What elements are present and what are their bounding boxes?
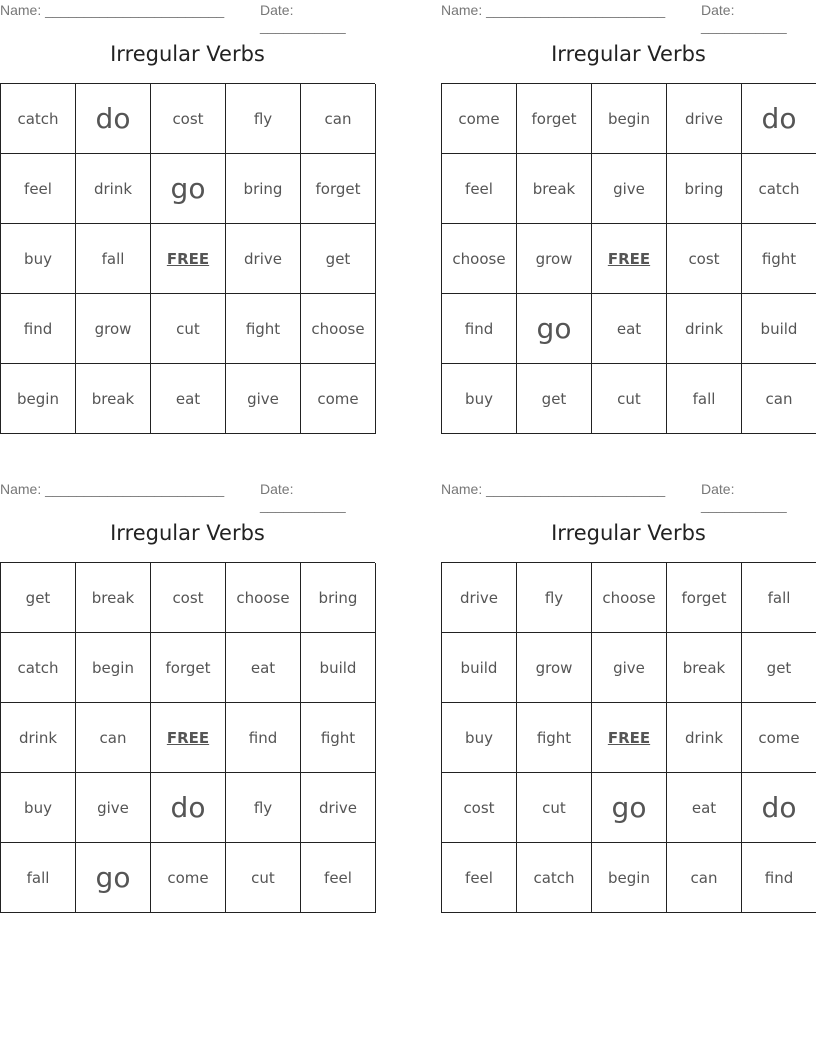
bingo-cell: feel (442, 154, 517, 224)
name-field: Name: _______________________ (0, 481, 225, 497)
bingo-cell: fight (226, 294, 301, 364)
date-field: Date: ___________ (260, 481, 346, 513)
bingo-cell: cost (151, 563, 226, 633)
bingo-cell: cost (442, 773, 517, 843)
bingo-cell: drive (667, 84, 742, 154)
card-header (0, 479, 375, 513)
bingo-card-3 (0, 479, 375, 894)
bingo-cell: build (442, 633, 517, 703)
bingo-cell: give (592, 154, 667, 224)
bingo-cell: cut (517, 773, 592, 843)
bingo-cell: forget (151, 633, 226, 703)
bingo-cell: fly (226, 773, 301, 843)
bingo-cell: fight (301, 703, 376, 773)
bingo-cell: feel (1, 154, 76, 224)
bingo-cell: catch (1, 84, 76, 154)
bingo-card-4 (441, 479, 816, 887)
bingo-cell: go (151, 154, 226, 224)
card-title: Irregular Verbs (110, 42, 265, 66)
bingo-cell: eat (151, 364, 226, 434)
bingo-cell: do (76, 84, 151, 154)
bingo-grid (441, 83, 816, 434)
bingo-cell: go (592, 773, 667, 843)
bingo-cell: fly (517, 563, 592, 633)
card-header (441, 0, 816, 34)
card-header (0, 0, 375, 34)
bingo-cell: begin (592, 843, 667, 913)
bingo-cell: drink (667, 703, 742, 773)
bingo-cell: bring (226, 154, 301, 224)
bingo-cell: choose (442, 224, 517, 294)
bingo-cell: build (742, 294, 816, 364)
bingo-cell: forget (667, 563, 742, 633)
name-field: Name: _______________________ (441, 481, 666, 497)
bingo-cell: break (76, 364, 151, 434)
bingo-cell: buy (442, 364, 517, 434)
bingo-cell: forget (517, 84, 592, 154)
bingo-cell: find (226, 703, 301, 773)
bingo-cell: do (742, 773, 816, 843)
free-space: FREE (151, 224, 226, 294)
free-space: FREE (592, 703, 667, 773)
bingo-cell: fly (226, 84, 301, 154)
bingo-cell: catch (1, 633, 76, 703)
bingo-cell: buy (1, 224, 76, 294)
bingo-cell: begin (1, 364, 76, 434)
bingo-cell: break (667, 633, 742, 703)
bingo-cell: give (592, 633, 667, 703)
bingo-cell: grow (76, 294, 151, 364)
bingo-cell: begin (592, 84, 667, 154)
bingo-cell: drive (226, 224, 301, 294)
bingo-cell: cost (151, 84, 226, 154)
bingo-cell: eat (226, 633, 301, 703)
bingo-cell: break (517, 154, 592, 224)
bingo-cell: build (301, 633, 376, 703)
bingo-cell: grow (517, 633, 592, 703)
bingo-cell: come (151, 843, 226, 913)
bingo-cell: fight (517, 703, 592, 773)
bingo-cell: get (742, 633, 816, 703)
name-field: Name: _______________________ (441, 2, 666, 18)
bingo-cell: cost (667, 224, 742, 294)
bingo-cell: break (76, 563, 151, 633)
name-field: Name: _______________________ (0, 2, 225, 18)
bingo-cell: drive (301, 773, 376, 843)
date-field: Date: ___________ (701, 481, 787, 513)
bingo-cell: cut (226, 843, 301, 913)
bingo-cell: get (1, 563, 76, 633)
bingo-grid (441, 562, 816, 913)
bingo-cell: choose (592, 563, 667, 633)
bingo-grid (0, 562, 375, 913)
bingo-cell: fall (742, 563, 816, 633)
date-field: Date: ___________ (260, 2, 346, 34)
bingo-card-2 (441, 0, 816, 408)
free-space: FREE (592, 224, 667, 294)
bingo-cell: give (76, 773, 151, 843)
bingo-cell: can (667, 843, 742, 913)
bingo-cell: buy (1, 773, 76, 843)
bingo-cell: begin (76, 633, 151, 703)
bingo-cell: do (742, 84, 816, 154)
bingo-cell: fall (1, 843, 76, 913)
bingo-cell: buy (442, 703, 517, 773)
bingo-cell: eat (667, 773, 742, 843)
bingo-cell: drive (442, 563, 517, 633)
bingo-cell: drink (667, 294, 742, 364)
bingo-cell: can (301, 84, 376, 154)
bingo-cell: feel (301, 843, 376, 913)
bingo-cell: catch (742, 154, 816, 224)
bingo-cell: catch (517, 843, 592, 913)
bingo-cell: can (76, 703, 151, 773)
bingo-cell: grow (517, 224, 592, 294)
bingo-cell: drink (1, 703, 76, 773)
bingo-cell: forget (301, 154, 376, 224)
bingo-cell: bring (667, 154, 742, 224)
bingo-cell: fall (76, 224, 151, 294)
bingo-cell: choose (226, 563, 301, 633)
bingo-cell: eat (592, 294, 667, 364)
bingo-cell: cut (151, 294, 226, 364)
bingo-cell: go (76, 843, 151, 913)
bingo-cell: come (742, 703, 816, 773)
free-space: FREE (151, 703, 226, 773)
bingo-cell: fall (667, 364, 742, 434)
bingo-cell: get (517, 364, 592, 434)
bingo-cell: find (742, 843, 816, 913)
card-title: Irregular Verbs (551, 42, 706, 66)
card-title: Irregular Verbs (551, 521, 706, 545)
bingo-cell: can (742, 364, 816, 434)
card-title: Irregular Verbs (110, 521, 265, 545)
bingo-cell: find (442, 294, 517, 364)
bingo-grid (0, 83, 375, 434)
bingo-cell: give (226, 364, 301, 434)
bingo-cell: come (301, 364, 376, 434)
bingo-cell: get (301, 224, 376, 294)
bingo-cell: fight (742, 224, 816, 294)
bingo-cell: choose (301, 294, 376, 364)
bingo-cell: come (442, 84, 517, 154)
bingo-cell: bring (301, 563, 376, 633)
card-header (441, 479, 816, 513)
bingo-cell: find (1, 294, 76, 364)
bingo-card-1 (0, 0, 375, 408)
bingo-cell: go (517, 294, 592, 364)
bingo-cell: feel (442, 843, 517, 913)
bingo-cell: do (151, 773, 226, 843)
bingo-cell: cut (592, 364, 667, 434)
date-field: Date: ___________ (701, 2, 787, 34)
bingo-cell: drink (76, 154, 151, 224)
